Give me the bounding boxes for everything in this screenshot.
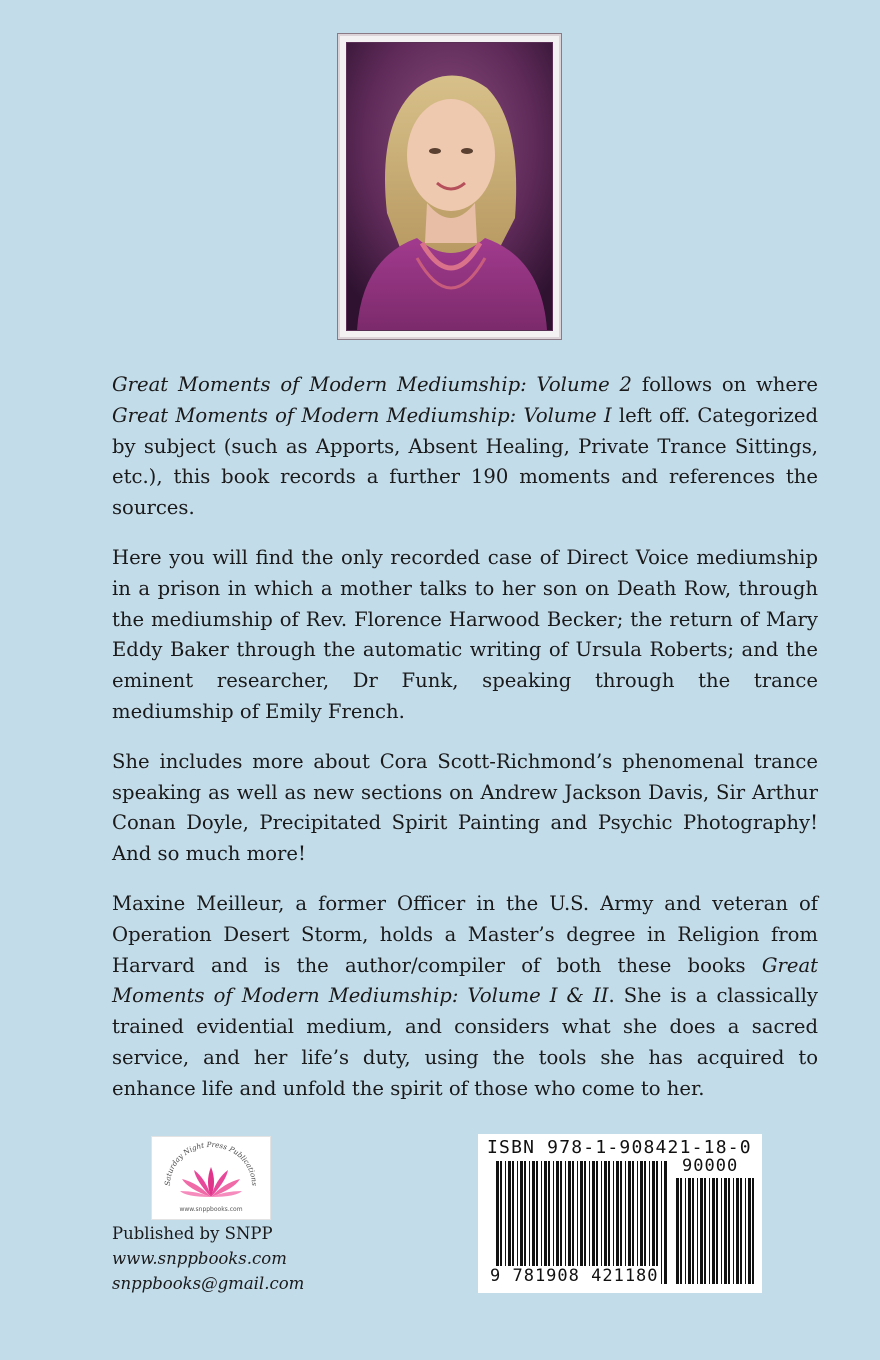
- isbn-barcode: [478, 1134, 762, 1293]
- description: [112, 370, 818, 1124]
- barcode-digits: 9 781908 421180: [490, 1266, 659, 1286]
- published-by: Published by SNPP: [112, 1224, 273, 1243]
- publisher-logo: [151, 1136, 271, 1220]
- publisher-website: www.snppbooks.com: [112, 1249, 287, 1268]
- svg-text:www.snppbooks.com: www.snppbooks.com: [179, 1206, 243, 1213]
- author-photo-frame: [337, 33, 562, 340]
- book-title-volume-2: Great Moments of Modern Mediumship: Volume 2: [112, 373, 633, 396]
- lotus-icon: [180, 1167, 242, 1197]
- barcode-addon-digits: 90000: [682, 1156, 739, 1176]
- book-title-volume-1: Great Moments of Modern Mediumship: Volume I: [112, 403, 612, 427]
- publisher-email: snppbooks@gmail.com: [112, 1274, 305, 1293]
- svg-text:Saturday Night Press Publicati: Saturday Night Press Publications: [162, 1139, 260, 1187]
- isbn-label: ISBN 978-1-908421-18-0: [487, 1137, 752, 1158]
- description-paragraph-1: Great Moments of Modern Mediumship: Volume 2 follows on where Great Moments of Modern Mediumship: Volume I left off. Categorized by subject (such as Apports, Absent Healing, Private Trance Sittings, etc.), this book records a further 190 moments and references the sources.: [112, 373, 819, 520]
- description-paragraph-2: Here you will find the only recorded case of Direct Voice mediumship in a prison in which a mother talks to her son on Death Row, through the mediumship of Rev. Florence Harwood Becker; the return of Mary Eddy Baker through the automatic writing of Ursula Roberts; and the eminent researcher, Dr Funk, speaking through the trance mediumship of Emily French.: [112, 545, 818, 723]
- book-title-both-volumes: Great Moments of Modern Mediumship: Volume I & II: [112, 953, 818, 1008]
- publisher-info: [112, 1221, 304, 1296]
- author-bio: Maxine Meilleur, a former Officer in the U.S. Army and veteran of Operation Desert Storm, holds a Master’s degree in Religion from Harvard and is the author/compiler of both these books Great Moments of Modern Mediumship: Volume I & II. She is a classically trained evidential medium, and considers what she does a sacred service, and her life’s duty, using the tools she has acquired to enhance life and unfold the spirit of those who come to her.: [112, 891, 818, 1100]
- author-photo: [346, 42, 553, 331]
- description-paragraph-3: She includes more about Cora Scott-Richmond’s phenomenal trance speaking as well as new sections on Andrew Jackson Davis, Sir Arthur Conan Doyle, Precipitated Spirit Painting and Psychic Photography! And so much more!: [112, 749, 818, 866]
